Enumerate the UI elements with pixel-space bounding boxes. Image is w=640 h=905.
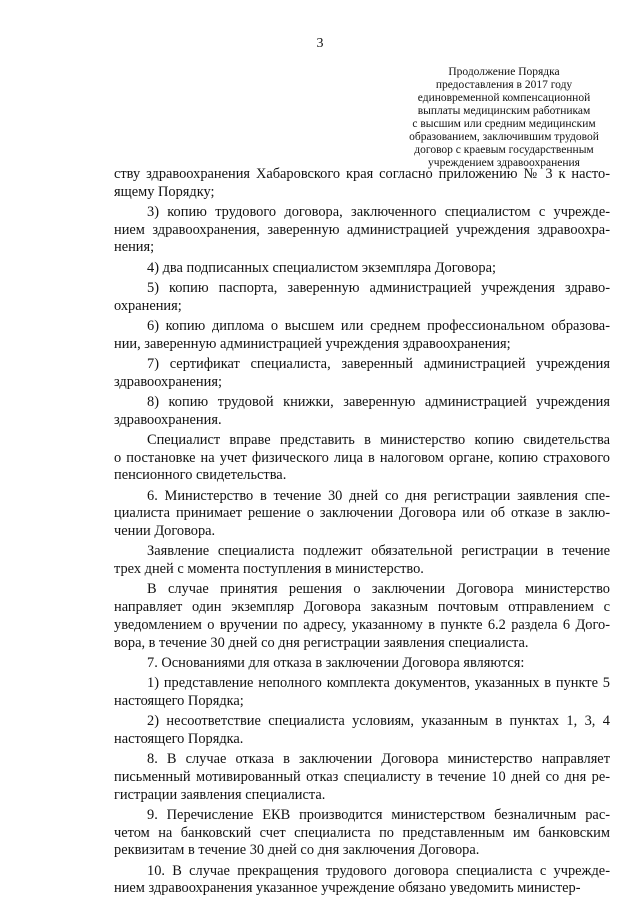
paragraph-line: реквизитам в течение 30 дней со дня заключения Договора. [114,842,480,859]
header-note-line: договор с краевым государственным [414,144,594,156]
header-note-line: с высшим или средним медицинским [412,118,596,130]
paragraph-line: настоящего Порядка; [114,692,244,709]
paragraph-line: ству здравоохранения Хабаровского края согласно приложению № 3 к насто- [114,166,610,182]
paragraph-line: 5) копию паспорта, заверенную администрацией учреждения здраво- [147,280,610,296]
header-note-line: образованием, заключившим трудовой [409,131,599,143]
header-note-line: учреждением здравоохранения [428,157,580,169]
paragraph-line: уведомлением о вручении по адресу, указанному в пункте 6.2 раздела 6 Дого- [114,616,610,633]
paragraph-line: ящему Порядку; [114,183,215,200]
paragraph [114,543,610,578]
paragraph-line: четом на банковский счет специалиста по представленным им банковским [114,824,610,841]
paragraph [114,751,610,804]
paragraph-line: о постановке на учет физического лица в налоговом органе, копию страхового [114,449,610,466]
paragraph [114,204,610,257]
paragraph [114,488,610,541]
paragraph-line: направляет один экземпляр Договора заказным почтовым отправлением с [114,599,610,616]
paragraph-line: 8. В случае отказа в заключении Договора министерство направляет [147,751,610,768]
paragraph-line: 2) несоответствие специалиста условиям, указанным в пунктах 1, 3, 4 [147,713,610,730]
paragraph-line: 8) копию трудовой книжки, заверенную администрацией учреждения [147,394,610,410]
paragraph-line: нием здравоохранения указанное учреждение обязано уведомить министер- [114,880,581,897]
paragraph-line: 6) копию диплома о высшем или среднем профессиональном образова- [147,318,610,334]
paragraph [114,166,610,201]
header-note-line: Продолжение Порядка [448,66,560,78]
body-text [114,166,610,901]
header-note [404,66,604,170]
paragraph [114,260,610,278]
paragraph [114,280,610,315]
paragraph-line: 10. В случае прекращения трудового договора специалиста с учрежде- [147,862,610,879]
paragraph [114,675,610,710]
page-number: 3 [316,36,324,51]
paragraph-line: гистрации заявления специалиста. [114,786,326,803]
paragraph-line: 6. Министерство в течение 30 дней со дня регистрации заявления спе- [147,487,610,504]
paragraph [114,655,610,673]
paragraph-line: охранения; [114,297,182,314]
paragraph-line: чении Договора. [114,523,216,540]
paragraph-line: 7. Основаниями для отказа в заключении Договора являются: [147,654,525,671]
paragraph [114,713,610,748]
paragraph [114,394,610,429]
paragraph-line: В случае принятия решения о заключении Договора министерство [147,581,610,598]
paragraph-line: 4) два подписанных специалистом экземпляра Договора; [147,259,496,276]
paragraph-line: циалиста принимает решение о заключении Договора или об отказе в заклю- [114,505,610,522]
paragraph-line: нии, заверенную администрацией учреждения здравоохранения; [114,335,511,352]
paragraph-line: нения; [114,239,155,256]
paragraph-line: Заявление специалиста подлежит обязательной регистрации в течение [147,543,610,560]
paragraph-line: 7) сертификат специалиста, заверенный администрацией учреждения [147,356,610,372]
header-note-line: единовременной компенсационной [417,92,591,104]
header-note-line: предоставления в 2017 году [435,79,573,91]
paragraph-line: Специалист вправе представить в министерство копию свидетельства [147,432,610,448]
paragraph-line: пенсионного свидетельства. [114,467,287,484]
paragraph-line: здравоохранения. [114,411,222,428]
paragraph [114,432,610,485]
paragraph [114,581,610,652]
paragraph-line: вора, в течение 30 дней со дня регистрации заявления специалиста. [114,634,529,651]
paragraph-line: 3) копию трудового договора, заключенного специалистом с учрежде- [147,204,610,220]
header-note-line: выплаты медицинским работникам [417,105,591,117]
paragraph-line: 9. Перечисление ЕКВ производится министерством безналичным рас- [147,806,610,823]
paragraph-line: настоящего Порядка. [114,730,244,747]
paragraph-line: нием здравоохранения, заверенную администрацией учреждения здравоохра- [114,221,610,238]
paragraph [114,356,610,391]
paragraph-line: 1) представление неполного комплекта документов, указанных в пункте 5 [147,675,610,692]
paragraph [114,863,610,898]
paragraph-line: здравоохранения; [114,373,222,390]
paragraph-line: трех дней с момента поступления в министерство. [114,561,424,578]
paragraph-line: письменный мотивированный отказ специалисту в течение 10 дней со дня ре- [114,768,610,785]
paragraph [114,318,610,353]
paragraph [114,807,610,860]
